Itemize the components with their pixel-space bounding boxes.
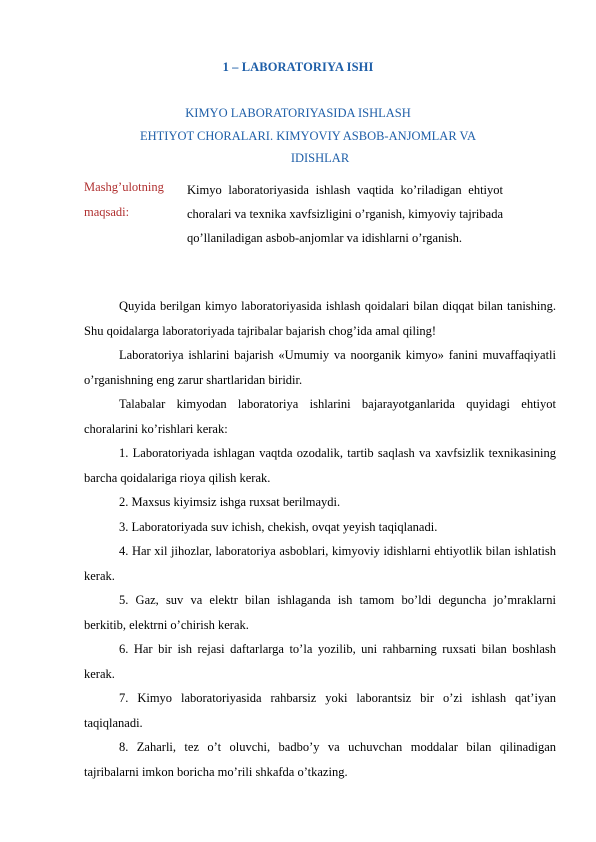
rule-item: 6. Har bir ish rejasi daftarlarga to’la yozilib, uni rahbarning ruxsati bilan boshlash kerak. — [84, 642, 556, 681]
rule-item: 5. Gaz, suv va elektr bilan ishlaganda ish tamom bo’ldi deguncha jo’mraklarni berkitib, elektrni o’chirish kerak. — [84, 593, 556, 632]
goal-text: Kimyo laboratoriyasida ishlash vaqtida ko’riladigan ehtiyot choralari va texnika xavfsizligini o’rganish, kimyoviy tajribada qo’llaniladigan asbob-anjomlar va idishlarni o’rganish. — [187, 183, 503, 246]
rule-item: 8. Zaharli, tez o’t oluvchi, badbo’y va uchuvchan moddalar bilan qilinadigan tajribalarni imkon boricha mo’rili shkafda o’tkazing. — [84, 740, 556, 779]
rule-item: 1. Laboratoriyada ishlagan vaqtda ozodalik, tartib saqlash va xavfsizlik texnikasining barcha qoidalariga rioya qilish kerak. — [84, 446, 556, 485]
rule-item: 4. Har xil jihozlar, laboratoriya asboblari, kimyoviy idishlarni ehtiyotlik bilan ishlatish kerak. — [84, 544, 556, 583]
lab-title: 1 – LABORATORIYA ISHI — [222, 60, 374, 74]
subtitle-line-1: KIMYO LABORATORIYASIDA ISHLASH — [185, 106, 411, 120]
paragraph: Laboratoriya ishlarini bajarish «Umumiy va noorganik kimyo» fanini muvaffaqiyatli o’rganishning eng zarur shartlaridan biridir. — [84, 348, 556, 387]
rule-item: 2. Maxsus kiyimsiz ishga ruxsat berilmaydi. — [119, 495, 341, 509]
paragraph: Quyida berilgan kimyo laboratoriyasida ishlash qoidalari bilan diqqat bilan tanishing. Shu qoidalarga laboratoriyada tajribalar bajarish chog’ida amal qiling! — [84, 299, 556, 338]
goal-label-line-2: maqsadi: — [84, 205, 130, 219]
subtitle-line-2: EHTIYOT CHORALARI. KIMYOVIY ASBOB-ANJOMLAR VA — [139, 129, 476, 143]
body-text — [84, 294, 556, 784]
rule-item: 7. Kimyo laboratoriyasida rahbarsiz yoki laborantsiz bir o’zi ishlash qat’iyan taqiqlanadi. — [84, 691, 556, 730]
paragraph: Talabalar kimyodan laboratoriya ishlarini bajarayotganlarida quyidagi ehtiyot choralarini ko’rishlari kerak: — [84, 397, 556, 436]
goal-label-line-1: Mashg’ulotning — [84, 180, 164, 194]
subtitle-line-3: IDISHLAR — [290, 151, 350, 165]
rule-item: 3. Laboratoriyada suv ichish, chekish, ovqat yeyish taqiqlanadi. — [119, 519, 438, 534]
